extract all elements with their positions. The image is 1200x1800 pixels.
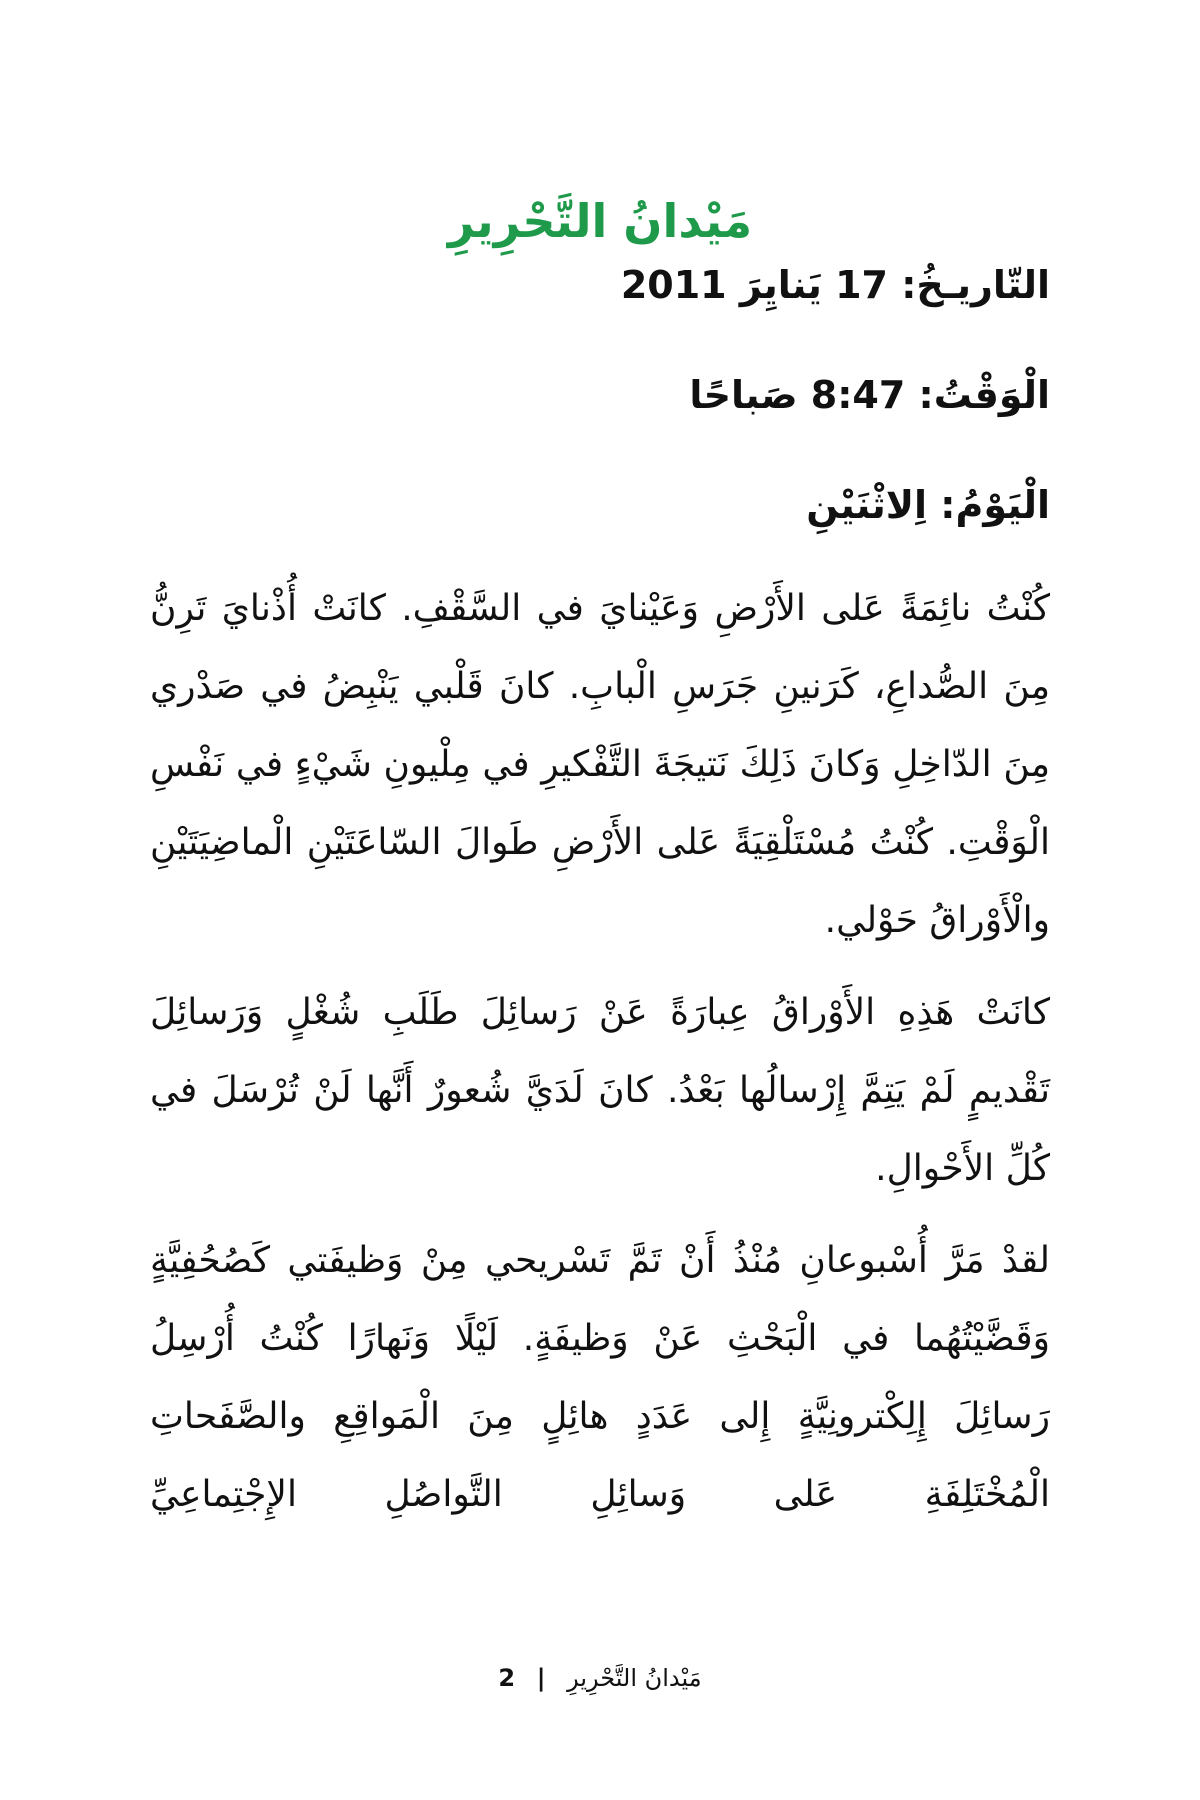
meta-date bbox=[150, 255, 1050, 315]
time-label: الوقت: bbox=[918, 373, 1050, 417]
day-label: اليوم: bbox=[940, 483, 1050, 527]
day-value: الاثنين bbox=[806, 483, 928, 527]
page-footer bbox=[150, 1658, 1050, 1698]
time-value: 8:47 صباحا bbox=[689, 373, 906, 417]
footer-separator: | bbox=[536, 1664, 546, 1692]
chapter-title: مَيْدانُ التَّحْرِيرِ bbox=[447, 193, 753, 248]
meta-time bbox=[150, 365, 1050, 425]
footer-title: ميدان التحرير bbox=[567, 1664, 702, 1692]
date-value: 17 يناير 2011 bbox=[620, 263, 888, 307]
page-number: 2 bbox=[498, 1664, 516, 1692]
meta-day bbox=[150, 475, 1050, 535]
paragraph: كنت نائمة على الأرض وعيناي في السقف. كانت أذناي ترن من الصداع، كرنين جرس الباب. كان قلبي ينبض في صدري من الداخل وكان ذلك نتيجة التفكير في مليون شيء في نفس الوقت. كنت مستلقية على الأرض طوال الساعتين الماضيتين والوراق حولي. bbox=[150, 588, 1051, 941]
paragraph: لقد مر أسبوعان منذ أن تم تسريحي من وظيفتي كصحفية وقضيتهما في البحث عن وظيفة. ليلا ونهارا كنت أرسل رسائل إلكترونية إلى عدد هائل من المواقع والصفحات المختلفة على وسائل التواصل الإجتماعي bbox=[150, 1240, 1050, 1515]
book-page bbox=[150, 0, 1050, 1800]
date-label: التاريـخ: bbox=[901, 263, 1050, 307]
paragraph: كانت هذه الأوراق عبارة عن رسائل طلب شغل ورسائل تقديم لم يتم إرسالها بعد. كان لدي شعور أنها لن ترسل في كل الأحوال. bbox=[150, 992, 1050, 1189]
body-text bbox=[150, 570, 1050, 1548]
